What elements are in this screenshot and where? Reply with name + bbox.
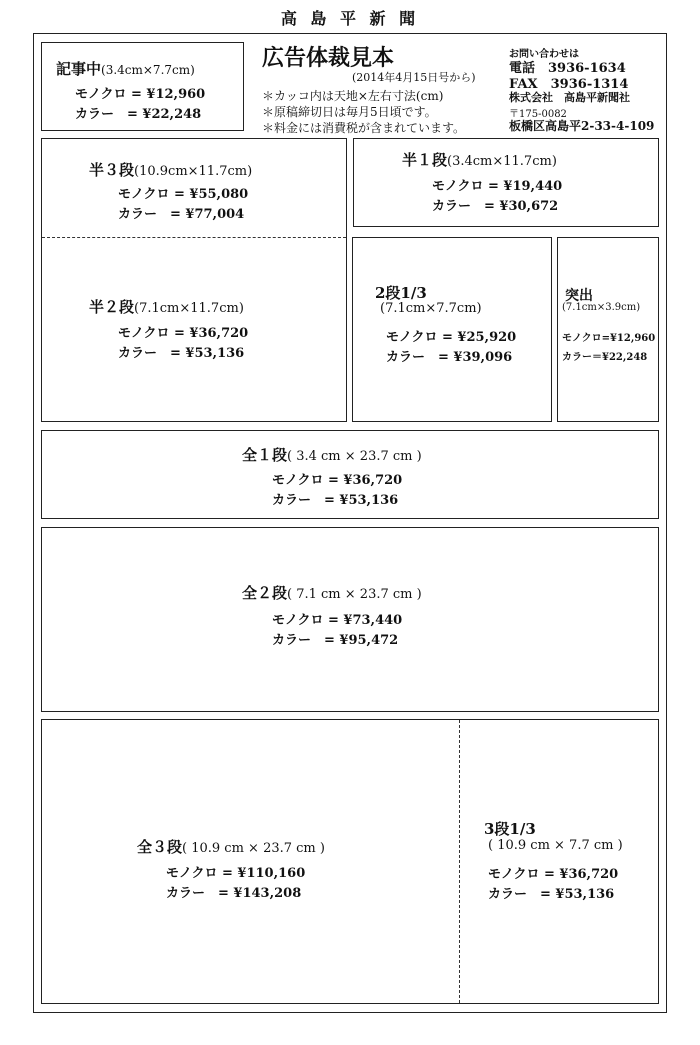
ad-han3: [41, 138, 347, 422]
ad-size: (7.1cm×11.7cm): [134, 301, 244, 316]
ad-kijichu: [41, 42, 244, 131]
ad-name: 全１段: [242, 446, 288, 464]
ad-name: 半３段: [89, 161, 135, 179]
page-title: 広告体裁見本: [262, 46, 395, 71]
price-mono: モノクロ = ¥55,080: [118, 187, 249, 202]
price-color: カラー = ¥39,096: [386, 350, 513, 365]
ad-2dan-1-3: [352, 237, 552, 422]
price-color: カラー = ¥53,136: [272, 493, 399, 508]
contact-heading: お問い合わせは: [509, 49, 579, 60]
ad-3dan-1-3-color: カラー = ¥53,136: [488, 887, 615, 902]
price-mono: モノクロ = ¥73,440: [272, 613, 403, 628]
price-color: カラー＝¥22,248: [562, 352, 648, 363]
price-mono: モノクロ = ¥110,160: [166, 866, 306, 881]
price-color: カラー = ¥30,672: [432, 199, 559, 214]
ad-zen1: [41, 430, 659, 519]
note-1: ＊カッコ内は天地×左右寸法(cm): [262, 89, 444, 103]
newspaper-name: 高 島 平 新 聞: [280, 9, 420, 28]
price-color: カラー = ¥95,472: [272, 633, 399, 648]
divider-han3-han2: [42, 237, 346, 238]
ad-size: ( 3.4 cm × 23.7 cm ): [287, 449, 422, 464]
ad-name: 記事中: [56, 60, 102, 78]
price-color: カラー = ¥143,208: [166, 886, 302, 901]
ad-name: 全２段: [242, 584, 288, 602]
issue-date: (2014年4月15日号から): [352, 71, 476, 84]
note-2: ＊原稿締切日は毎月5日頃です。: [262, 105, 437, 119]
ad-zen3: [41, 719, 659, 1004]
price-color: カラー = ¥22,248: [75, 107, 202, 122]
ad-name: 半２段: [89, 298, 135, 316]
ad-tsukidashi: [557, 237, 659, 422]
divider-zen3-3dan: [459, 720, 460, 1003]
ad-3dan-1-3-name: 3段1/3: [484, 820, 536, 838]
ad-zen2: [41, 527, 659, 712]
price-mono: モノクロ = ¥19,440: [432, 179, 563, 194]
price-mono: モノクロ = ¥36,720: [272, 473, 403, 488]
contact-address: 板橋区高島平2-33-4-109: [509, 119, 655, 133]
ad-size: (3.4cm×11.7cm): [447, 154, 557, 169]
contact-fax: FAX 3936-1314: [509, 77, 629, 92]
price-mono: モノクロ = ¥12,960: [75, 87, 206, 102]
ad-name: 突出: [565, 288, 593, 304]
note-3: ＊料金には消費税が含まれています。: [262, 121, 466, 135]
ad-3dan-1-3-mono: モノクロ = ¥36,720: [488, 867, 619, 882]
ad-size: (3.4cm×7.7cm): [101, 63, 195, 77]
contact-zip: 〒175-0082: [509, 109, 567, 120]
ad-name: 全３段: [137, 838, 183, 856]
price-mono: モノクロ = ¥25,920: [386, 330, 517, 345]
ad-han1: [353, 138, 659, 227]
ad-3dan-1-3-size: ( 10.9 cm × 7.7 cm ): [488, 838, 623, 853]
ad-size: (7.1cm×7.7cm): [380, 301, 482, 316]
contact-phone: 電話 3936-1634: [509, 61, 626, 76]
contact-company: 株式会社 高島平新聞社: [509, 91, 630, 104]
ad-size: ( 10.9 cm × 23.7 cm ): [182, 841, 325, 856]
ad-size: (7.1cm×3.9cm): [562, 302, 641, 313]
price-mono: モノクロ = ¥36,720: [118, 326, 249, 341]
ad-name: 半１段: [402, 151, 448, 169]
price-color: カラー = ¥53,136: [118, 346, 245, 361]
price-color: カラー = ¥77,004: [118, 207, 245, 222]
ad-size: ( 7.1 cm × 23.7 cm ): [287, 587, 422, 602]
ad-size: (10.9cm×11.7cm): [134, 164, 253, 179]
ad-name: 2段1/3: [375, 284, 427, 302]
price-mono: モノクロ=¥12,960: [562, 333, 656, 344]
